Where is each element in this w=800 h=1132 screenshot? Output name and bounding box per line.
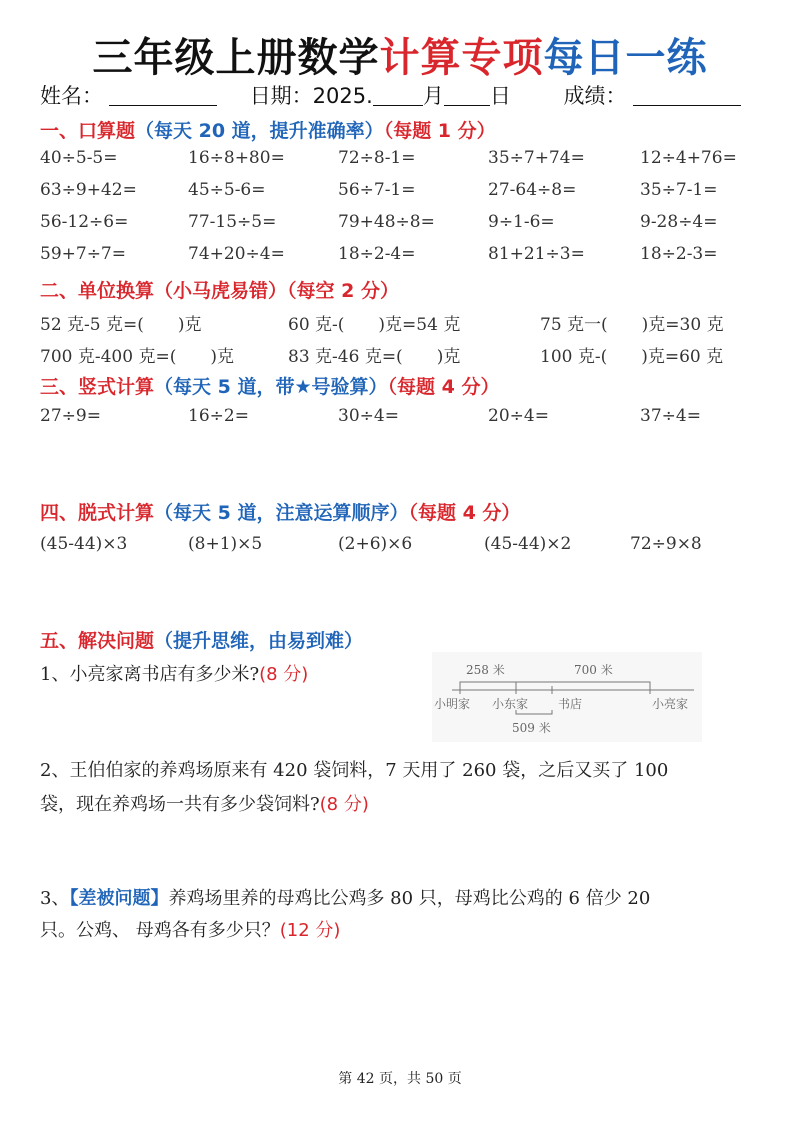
vertical-calc-2: 16÷2= (188, 406, 249, 426)
stepwise-calc-2: (8+1)×5 (188, 534, 263, 554)
mental-math-r4-c1: 59+7÷7= (40, 244, 126, 264)
section-1-heading (40, 116, 496, 143)
section-2-points: （每空 2 分） (287, 280, 399, 302)
month-label: 月 (422, 84, 444, 108)
place-4: 小亮家 (652, 697, 689, 711)
section-5-name: 五、解决问题 (40, 630, 155, 652)
mental-math-r2-c3: 56÷7-1= (338, 180, 416, 200)
section-2-name: 二、单位换算 (40, 280, 155, 302)
stepwise-calc-4: (45-44)×2 (484, 534, 572, 554)
label-258: 258 米 (466, 663, 505, 677)
section-5-desc: （提升思维，由易到难） (154, 630, 364, 652)
section-2-heading (40, 276, 399, 303)
mental-math-r2-c5: 35÷7-1= (640, 180, 718, 200)
unit-conversion-r1-c2: 60 克-( )克=54 克 (288, 315, 461, 335)
problem-3-points: (12 分) (279, 920, 341, 941)
section-1-name: 一、口算题 (40, 120, 136, 142)
problem-3-text-1: 养鸡场里养的母鸡比公鸡多 80 只，母鸡比公鸡的 6 倍少 20 (168, 888, 651, 909)
mental-math-r3-c2: 77-15÷5= (188, 212, 277, 232)
title-part-1: 三年级上册数学 (92, 35, 380, 81)
section-1-desc: （每天 20 道，提升准确率） (135, 120, 384, 142)
section-3-name: 三、竖式计算 (40, 376, 155, 398)
mental-math-r4-c4: 81+21÷3= (488, 244, 585, 264)
problem-3-tag: 【差被问题】 (69, 888, 169, 909)
mental-math-r1-c3: 72÷8-1= (338, 148, 416, 168)
place-3: 书店 (558, 697, 583, 711)
mental-math-r1-c4: 35÷7+74= (488, 148, 585, 168)
problem-3-number: 3、 (40, 888, 70, 909)
unit-conversion-r1-c3: 75 克一( )克=30 克 (540, 315, 724, 335)
section-4-desc: （每天 5 道，注意运算顺序） (154, 502, 409, 524)
section-5-heading (40, 626, 363, 653)
mental-math-r3-c1: 56-12÷6= (40, 212, 129, 232)
date-label: 日期：2025. (249, 84, 373, 108)
problem-2-points: (8 分) (319, 794, 369, 815)
mental-math-r4-c5: 18÷2-3= (640, 244, 718, 264)
section-4-heading (40, 498, 520, 525)
section-3-points: （每题 4 分） (387, 376, 500, 398)
place-1: 小明家 (434, 697, 471, 711)
mental-math-r1-c2: 16÷8+80= (188, 148, 285, 168)
name-label: 姓名： (40, 84, 103, 108)
unit-conversion-r1-c1: 52 克-5 克=( )克 (40, 315, 202, 335)
mental-math-r1-c5: 12÷4+76= (640, 148, 737, 168)
unit-conversion-r2-c3: 100 克-( )克=60 克 (540, 347, 724, 367)
problem-2-text-1: 2、王伯伯家的养鸡场原来有 420 袋饲料，7 天用了 260 袋，之后又买了 100 (40, 760, 669, 781)
page-title (0, 26, 800, 83)
name-field[interactable] (109, 85, 217, 106)
label-509: 509 米 (512, 721, 551, 735)
problem-1-points: (8 分) (259, 664, 309, 685)
stepwise-calc-3: (2+6)×6 (338, 534, 413, 554)
stepwise-calc-1: (45-44)×3 (40, 534, 128, 554)
stepwise-calc-5: 72÷9×8 (630, 534, 702, 554)
vertical-calc-1: 27÷9= (40, 406, 101, 426)
title-part-2: 计算专项 (379, 35, 544, 81)
page-footer: 第 42 页，共 50 页 (338, 1071, 462, 1087)
score-label: 成绩： (563, 84, 627, 108)
title-part-3: 每日一练 (543, 35, 708, 81)
mental-math-r4-c3: 18÷2-4= (338, 244, 416, 264)
section-4-name: 四、脱式计算 (40, 502, 155, 524)
problem-1 (40, 660, 308, 686)
section-2-desc: （小马虎易错） (154, 280, 288, 302)
unit-conversion-r2-c2: 83 克-46 克=( )克 (288, 347, 461, 367)
problem-3-line-2 (40, 916, 340, 942)
problem-2-line-2 (40, 790, 369, 816)
mental-math-r3-c3: 79+48÷8= (338, 212, 435, 232)
mental-math-r2-c2: 45÷5-6= (188, 180, 266, 200)
problem-1-text: 1、小亮家离书店有多少米? (40, 664, 260, 685)
label-700: 700 米 (574, 663, 613, 677)
mental-math-r3-c4: 9÷1-6= (488, 212, 555, 232)
problem-2-line-1 (40, 756, 668, 782)
mental-math-r3-c5: 9-28÷4= (640, 212, 718, 232)
score-field[interactable] (633, 85, 741, 106)
problem-3-text-2: 只。公鸡、 母鸡各有多少只？ (40, 920, 280, 941)
place-2: 小东家 (492, 697, 529, 711)
mental-math-r2-c4: 27-64÷8= (488, 180, 577, 200)
unit-conversion-r2-c1: 700 克-400 克=( )克 (40, 347, 234, 367)
problem-3-line-1 (40, 884, 650, 910)
vertical-calc-4: 20÷4= (488, 406, 549, 426)
section-4-points: （每题 4 分） (408, 502, 521, 524)
mental-math-r2-c1: 63÷9+42= (40, 180, 137, 200)
distance-diagram (432, 652, 702, 742)
section-1-points: （每题 1 分） (383, 120, 496, 142)
vertical-calc-3: 30÷4= (338, 406, 399, 426)
month-field[interactable] (373, 85, 423, 106)
section-3-desc: （每天 5 道，带★号验算） (154, 376, 388, 398)
vertical-calc-5: 37÷4= (640, 406, 701, 426)
info-line (40, 80, 741, 110)
mental-math-r1-c1: 40÷5-5= (40, 148, 118, 168)
problem-2-text-2: 袋，现在养鸡场一共有多少袋饲料? (40, 794, 320, 815)
mental-math-r4-c2: 74+20÷4= (188, 244, 285, 264)
day-label: 日 (489, 84, 511, 108)
day-field[interactable] (444, 85, 490, 106)
section-3-heading (40, 372, 499, 399)
